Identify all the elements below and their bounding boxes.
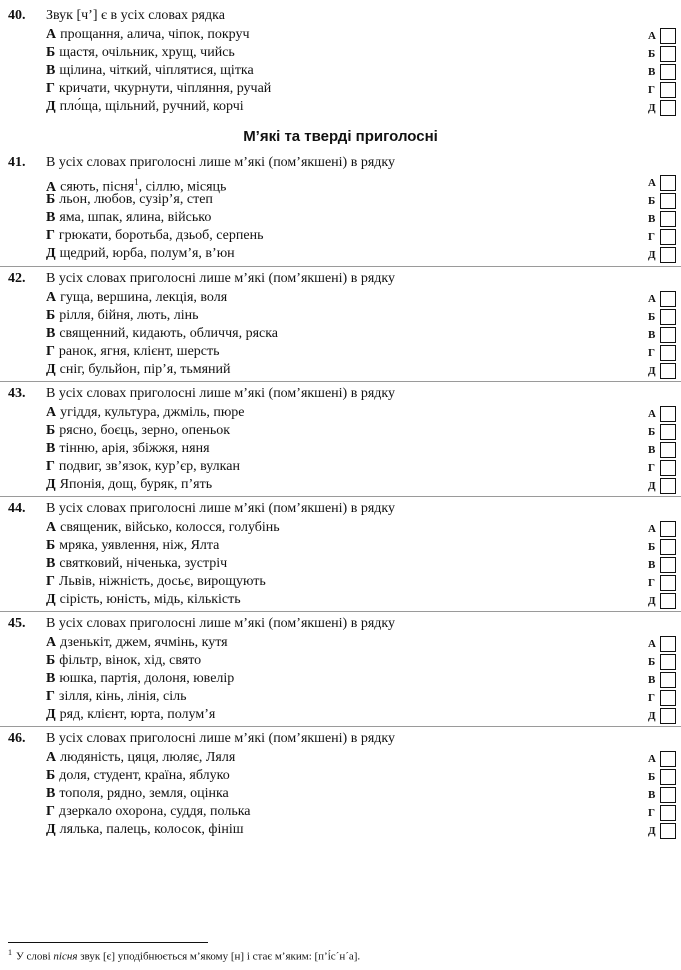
answer-checkbox[interactable] [660, 672, 676, 688]
footnote-word: пісня [53, 950, 78, 963]
answer-checkbox[interactable] [660, 805, 676, 821]
option-text: Львів, ніжність, досьє, вирощують [58, 574, 266, 589]
answer-b[interactable] [648, 539, 678, 555]
option-letter: Д [46, 99, 56, 114]
option-letter: В [46, 441, 56, 456]
answer-letter: Д [648, 102, 656, 114]
answer-checkbox[interactable] [660, 211, 676, 227]
option-text: фільтр, вінок, хід, свято [59, 653, 202, 668]
option-text: доля, студент, країна, яблуко [59, 768, 230, 783]
option-letter: В [46, 786, 56, 801]
option-letter: Д [46, 592, 56, 607]
option-letter: А [46, 27, 57, 42]
option-letter: В [46, 210, 56, 225]
answer-letter: Г [648, 807, 655, 819]
answer-checkbox[interactable] [660, 46, 676, 62]
option-b [46, 191, 213, 209]
option-text: грюкати, боротьба, дзьоб, серпень [58, 228, 264, 243]
question-stem: В усіх словах приголосні лише м’які (пом’якшені) в рядку [46, 501, 395, 516]
option-text: ряд, клієнт, юрта, полум’я [59, 707, 216, 722]
answer-letter: В [648, 789, 656, 801]
answer-letter: В [648, 213, 656, 225]
question-number: 43. [8, 386, 26, 401]
divider [0, 726, 681, 727]
option-letter: Г [46, 459, 55, 474]
answer-checkbox[interactable] [660, 460, 676, 476]
option-h [46, 573, 266, 591]
option-letter: Д [46, 477, 56, 492]
option-letter: Г [46, 689, 55, 704]
answer-checkbox[interactable] [660, 690, 676, 706]
option-text: людяність, цяця, люляє, Ляля [60, 750, 236, 765]
question-stem: В усіх словах приголосні лише м’які (пом’якшені) в рядку [46, 616, 395, 631]
option-letter: Б [46, 538, 56, 553]
answer-a[interactable] [648, 291, 678, 307]
answer-b[interactable] [648, 654, 678, 670]
answer-checkbox[interactable] [660, 751, 676, 767]
option-text: юшка, партія, долоня, ювелір [59, 671, 235, 686]
answer-checkbox[interactable] [660, 708, 676, 724]
answer-a[interactable] [648, 636, 678, 652]
option-text: щілина, чіткий, чіплятися, щітка [59, 63, 254, 78]
option-v [46, 209, 211, 227]
answer-h[interactable] [648, 575, 678, 591]
section-title: М’які та тверді приголосні [243, 128, 438, 145]
answer-h[interactable] [648, 82, 678, 98]
footnote-mark: 1 [8, 948, 12, 957]
answer-d[interactable] [648, 708, 678, 724]
option-text: Японія, дощ, буряк, п’ять [59, 477, 213, 492]
footnote-rule [8, 942, 208, 943]
answer-h[interactable] [648, 229, 678, 245]
answer-checkbox[interactable] [660, 247, 676, 263]
option-b [46, 652, 201, 670]
option-text: сяють, пісня [60, 179, 135, 195]
option-a [46, 289, 227, 307]
answer-letter: Д [648, 825, 656, 837]
option-b [46, 537, 219, 555]
option-text: прощання, алича, чіпок, покруч [60, 27, 250, 42]
option-text: зілля, кінь, лінія, сіль [58, 689, 187, 704]
option-a [46, 404, 245, 422]
answer-letter: В [648, 559, 656, 571]
option-letter: Д [46, 362, 56, 377]
option-text: сніг, бульйон, пір’я, тьмяний [59, 362, 231, 377]
option-letter: А [46, 179, 57, 195]
option-letter: Г [46, 228, 55, 243]
divider [0, 266, 681, 267]
answer-letter: Г [648, 347, 655, 359]
option-text: сірість, юність, мідь, кількість [59, 592, 241, 607]
option-letter: Г [46, 344, 55, 359]
answer-h[interactable] [648, 460, 678, 476]
answer-v[interactable] [648, 787, 678, 803]
answer-d[interactable] [648, 823, 678, 839]
answer-b[interactable] [648, 424, 678, 440]
option-text: пло́ща, щільний, ручний, корчі [59, 99, 244, 114]
option-v [46, 670, 234, 688]
answer-letter: Б [648, 426, 656, 438]
option-letter: В [46, 556, 56, 571]
question-stem: В усіх словах приголосні лише м’які (пом’якшені) в рядку [46, 731, 395, 746]
option-a [46, 173, 227, 195]
option-letter: В [46, 326, 56, 341]
answer-letter: Д [648, 710, 656, 722]
answer-checkbox[interactable] [660, 521, 676, 537]
answer-letter: В [648, 329, 656, 341]
answer-checkbox[interactable] [660, 28, 676, 44]
question-number: 45. [8, 616, 26, 631]
answer-a[interactable] [648, 521, 678, 537]
divider [0, 381, 681, 382]
option-v [46, 785, 229, 803]
option-d [46, 706, 215, 724]
question-stem: В усіх словах приголосні лише м’які (пом’якшені) в рядку [46, 386, 395, 401]
answer-letter: Б [648, 195, 656, 207]
answer-checkbox[interactable] [660, 636, 676, 652]
option-v [46, 325, 278, 343]
question-stem: В усіх словах приголосні лише м’які (пом’якшені) в рядку [46, 155, 395, 170]
answer-checkbox[interactable] [660, 345, 676, 361]
answer-letter: Г [648, 577, 655, 589]
option-letter: Б [46, 423, 56, 438]
option-h [46, 458, 240, 476]
option-letter: Г [46, 81, 55, 96]
answer-v[interactable] [648, 442, 678, 458]
option-text: священний, кидають, обличчя, ряска [59, 326, 279, 341]
answer-checkbox[interactable] [660, 557, 676, 573]
option-b [46, 767, 230, 785]
answer-v[interactable] [648, 327, 678, 343]
option-v [46, 555, 227, 573]
option-d [46, 98, 244, 116]
answer-h[interactable] [648, 805, 678, 821]
option-letter: Д [46, 707, 56, 722]
answer-letter: А [648, 30, 656, 42]
option-d [46, 245, 235, 263]
answer-checkbox[interactable] [660, 64, 676, 80]
answer-d[interactable] [648, 247, 678, 263]
option-text: священик, військо, колосся, голубінь [60, 520, 280, 535]
option-b [46, 307, 199, 325]
option-text: мряка, уявлення, ніж, Ялта [59, 538, 220, 553]
answer-letter: А [648, 408, 656, 420]
option-letter: А [46, 635, 57, 650]
divider [0, 611, 681, 612]
option-b [46, 44, 235, 62]
answer-b[interactable] [648, 193, 678, 209]
option-text: рілля, бійня, лють, лінь [59, 308, 199, 323]
answer-checkbox[interactable] [660, 787, 676, 803]
answer-checkbox[interactable] [660, 539, 676, 555]
answer-checkbox[interactable] [660, 654, 676, 670]
answer-a[interactable] [648, 406, 678, 422]
option-letter: Б [46, 768, 56, 783]
answer-letter: Б [648, 311, 656, 323]
option-d [46, 821, 244, 839]
answer-a[interactable] [648, 751, 678, 767]
answer-letter: Б [648, 48, 656, 60]
answer-letter: А [648, 177, 656, 189]
answer-d[interactable] [648, 478, 678, 494]
option-letter: А [46, 405, 57, 420]
answer-checkbox[interactable] [660, 424, 676, 440]
option-text: тінню, арія, збіжжя, няня [59, 441, 210, 456]
question-stem: В усіх словах приголосні лише м’які (пом’якшені) в рядку [46, 271, 395, 286]
answer-v[interactable] [648, 557, 678, 573]
question-number: 46. [8, 731, 26, 746]
option-a [46, 749, 235, 767]
answer-d[interactable] [648, 100, 678, 116]
answer-letter: Г [648, 231, 655, 243]
option-h [46, 803, 251, 821]
answer-letter: А [648, 293, 656, 305]
option-letter: А [46, 520, 57, 535]
answer-letter: Д [648, 480, 656, 492]
question-number: 40. [8, 8, 26, 23]
answer-checkbox[interactable] [660, 82, 676, 98]
option-d [46, 476, 212, 494]
footnote [8, 948, 360, 963]
answer-checkbox[interactable] [660, 406, 676, 422]
option-a [46, 634, 228, 652]
option-letter: Д [46, 246, 56, 261]
answer-letter: А [648, 638, 656, 650]
option-text: кричати, чкурнути, чіпляння, ручай [58, 81, 272, 96]
option-letter: Б [46, 45, 56, 60]
question-number: 44. [8, 501, 26, 516]
answer-d[interactable] [648, 363, 678, 379]
answer-letter: Г [648, 692, 655, 704]
option-text: святковий, ніченька, зустріч [59, 556, 228, 571]
answer-d[interactable] [648, 593, 678, 609]
answer-checkbox[interactable] [660, 291, 676, 307]
option-text: лялька, палець, колосок, фініш [59, 822, 244, 837]
divider [0, 496, 681, 497]
option-a [46, 26, 249, 44]
answer-checkbox[interactable] [660, 478, 676, 494]
answer-letter: Д [648, 365, 656, 377]
option-text: подвиг, зв’язок, кур’єр, вулкан [58, 459, 240, 474]
option-text: угіддя, культура, джміль, пюре [60, 405, 245, 420]
option-letter: В [46, 671, 56, 686]
option-a [46, 519, 280, 537]
footnote-rest: звук [є] уподібнюється м’якому [н] і стає м’яким: [п’і́с´н´а]. [77, 950, 361, 963]
answer-letter: Д [648, 249, 656, 261]
answer-checkbox[interactable] [660, 442, 676, 458]
answer-letter: В [648, 66, 656, 78]
answer-b[interactable] [648, 46, 678, 62]
answer-v[interactable] [648, 672, 678, 688]
answer-letter: А [648, 523, 656, 535]
answer-letter: Г [648, 462, 655, 474]
option-letter: В [46, 63, 56, 78]
answer-checkbox[interactable] [660, 309, 676, 325]
option-text: дзеркало охорона, суддя, полька [58, 804, 251, 819]
option-h [46, 80, 271, 98]
answer-checkbox[interactable] [660, 229, 676, 245]
option-text: льон, любов, сузір’я, степ [59, 192, 213, 207]
option-d [46, 591, 241, 609]
question-number: 42. [8, 271, 26, 286]
option-h [46, 688, 187, 706]
answer-checkbox[interactable] [660, 769, 676, 785]
option-h [46, 227, 263, 245]
answer-checkbox[interactable] [660, 327, 676, 343]
answer-b[interactable] [648, 769, 678, 785]
answer-v[interactable] [648, 64, 678, 80]
option-text-after: , сіллю, місяць [138, 179, 227, 195]
option-letter: Б [46, 653, 56, 668]
answer-checkbox[interactable] [660, 100, 676, 116]
answer-b[interactable] [648, 309, 678, 325]
option-letter: Г [46, 574, 55, 589]
option-text: гуща, вершина, лекція, воля [60, 290, 228, 305]
answer-letter: Б [648, 771, 656, 783]
option-letter: А [46, 750, 57, 765]
answer-a[interactable] [648, 28, 678, 44]
answer-checkbox[interactable] [660, 363, 676, 379]
answer-a[interactable] [648, 175, 678, 191]
footnote-prefix: У слові [16, 950, 54, 963]
answer-letter: Б [648, 541, 656, 553]
option-b [46, 422, 230, 440]
option-v [46, 440, 210, 458]
answer-v[interactable] [648, 211, 678, 227]
answer-letter: Г [648, 84, 655, 96]
option-text: яма, шпак, ялина, військо [59, 210, 212, 225]
answer-letter: В [648, 674, 656, 686]
option-v [46, 62, 254, 80]
option-text: дзенькіт, джем, ячмінь, кутя [60, 635, 228, 650]
answer-checkbox[interactable] [660, 575, 676, 591]
footnote-ref: 1 [134, 177, 139, 187]
option-h [46, 343, 220, 361]
option-text: тополя, рядно, земля, оцінка [59, 786, 229, 801]
question-stem: Звук [ч’] є в усіх словах рядка [46, 8, 225, 23]
option-text: щедрий, юрба, полум’я, в’юн [59, 246, 235, 261]
answer-checkbox[interactable] [660, 823, 676, 839]
answer-checkbox[interactable] [660, 593, 676, 609]
option-letter: Д [46, 822, 56, 837]
option-letter: Г [46, 804, 55, 819]
answer-h[interactable] [648, 345, 678, 361]
option-d [46, 361, 231, 379]
option-letter: А [46, 290, 57, 305]
option-letter: Б [46, 308, 56, 323]
answer-letter: Б [648, 656, 656, 668]
option-letter: Б [46, 192, 56, 207]
option-text: ранок, ягня, клієнт, шерсть [58, 344, 220, 359]
answer-checkbox[interactable] [660, 193, 676, 209]
answer-h[interactable] [648, 690, 678, 706]
question-number: 41. [8, 155, 26, 170]
answer-letter: В [648, 444, 656, 456]
option-text: рясно, боєць, зерно, опеньок [59, 423, 231, 438]
option-text: щастя, очільник, хрущ, чийсь [59, 45, 235, 60]
answer-checkbox[interactable] [660, 175, 676, 191]
answer-letter: А [648, 753, 656, 765]
answer-letter: Д [648, 595, 656, 607]
